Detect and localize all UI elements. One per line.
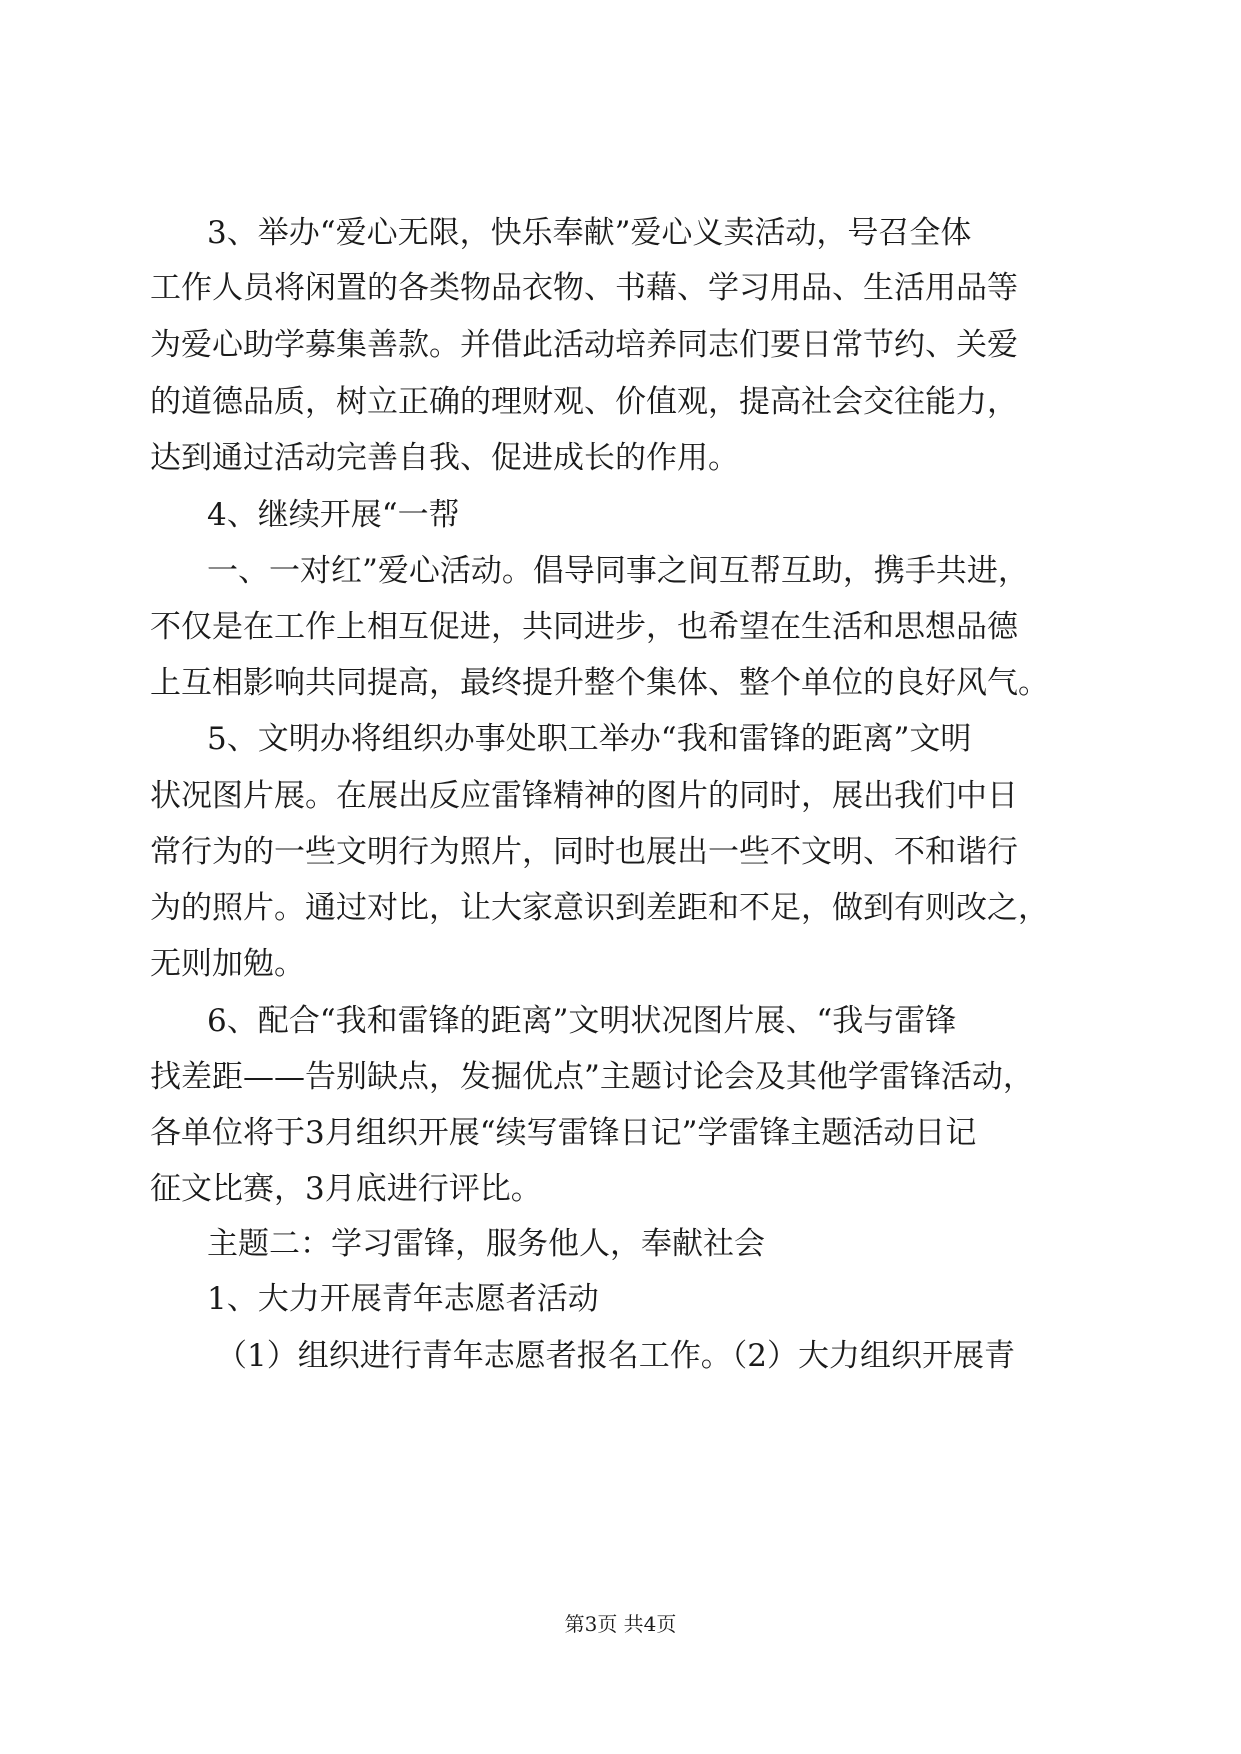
text-line — [0, 495, 1241, 535]
text-line — [0, 1224, 1241, 1264]
line-text: 1、大力开展青年志愿者活动 — [207, 1281, 599, 1317]
text-line — [0, 1057, 1241, 1097]
line-text: 上互相影响共同提高，最终提升整个集体、整个单位的良好风气。 — [150, 665, 1049, 701]
line-text: 状况图片展。在展出反应雷锋精神的图片的同时，展出我们中日 — [150, 778, 1018, 814]
text-line — [0, 325, 1241, 365]
text-line — [0, 944, 1241, 984]
page-footer: 第3页 共4页 — [564, 1612, 677, 1636]
text-line — [0, 776, 1241, 816]
text-line — [0, 719, 1241, 759]
line-text: 无则加勉。 — [150, 946, 305, 982]
line-text: 3、举办“爱心无限，快乐奉献”爱心义卖活动，号召全体 — [207, 215, 972, 251]
line-text: 常行为的一些文明行为照片，同时也展出一些不文明、不和谐行 — [150, 834, 1018, 870]
text-line — [0, 1169, 1241, 1209]
line-text: 一、一对红”爱心活动。倡导同事之间互帮互助，携手共进， — [207, 553, 1029, 589]
line-text: 找差距——告别缺点，发掘优点”主题讨论会及其他学雷锋活动， — [150, 1059, 1034, 1095]
line-text: 征文比赛，3月底进行评比。 — [150, 1171, 542, 1207]
line-text: 6、配合“我和雷锋的距离”文明状况图片展、“我与雷锋 — [207, 1003, 957, 1039]
line-text: 为的照片。通过对比，让大家意识到差距和不足，做到有则改之， — [150, 890, 1049, 926]
text-line — [0, 1001, 1241, 1041]
text-line — [0, 551, 1241, 591]
line-text: 达到通过活动完善自我、促进成长的作用。 — [150, 440, 739, 476]
line-text: （1）组织进行青年志愿者报名工作。（2）大力组织开展青 — [216, 1338, 1015, 1374]
line-text: 各单位将于3月组织开展“续写雷锋日记”学雷锋主题活动日记 — [150, 1115, 977, 1151]
text-line — [0, 438, 1241, 478]
text-line — [0, 382, 1241, 422]
text-line — [0, 213, 1241, 253]
line-text: 5、文明办将组织办事处职工举办“我和雷锋的距离”文明 — [207, 721, 972, 757]
text-line — [0, 1113, 1241, 1153]
text-line — [0, 1336, 1241, 1376]
text-line — [0, 888, 1241, 928]
text-line — [0, 268, 1241, 308]
text-line — [0, 1279, 1241, 1319]
line-text: 主题二：学习雷锋，服务他人，奉献社会 — [207, 1226, 765, 1262]
line-text: 的道德品质，树立正确的理财观、价值观，提高社会交往能力， — [150, 384, 1018, 420]
line-text: 4、继续开展“一帮 — [207, 497, 460, 533]
line-text: 为爱心助学募集善款。并借此活动培养同志们要日常节约、关爱 — [150, 327, 1018, 363]
line-text: 不仅是在工作上相互促进，共同进步，也希望在生活和思想品德 — [150, 609, 1018, 645]
text-line — [0, 607, 1241, 647]
line-text: 工作人员将闲置的各类物品衣物、书藉、学习用品、生活用品等 — [150, 270, 1018, 306]
text-line — [0, 832, 1241, 872]
text-line — [0, 663, 1241, 703]
